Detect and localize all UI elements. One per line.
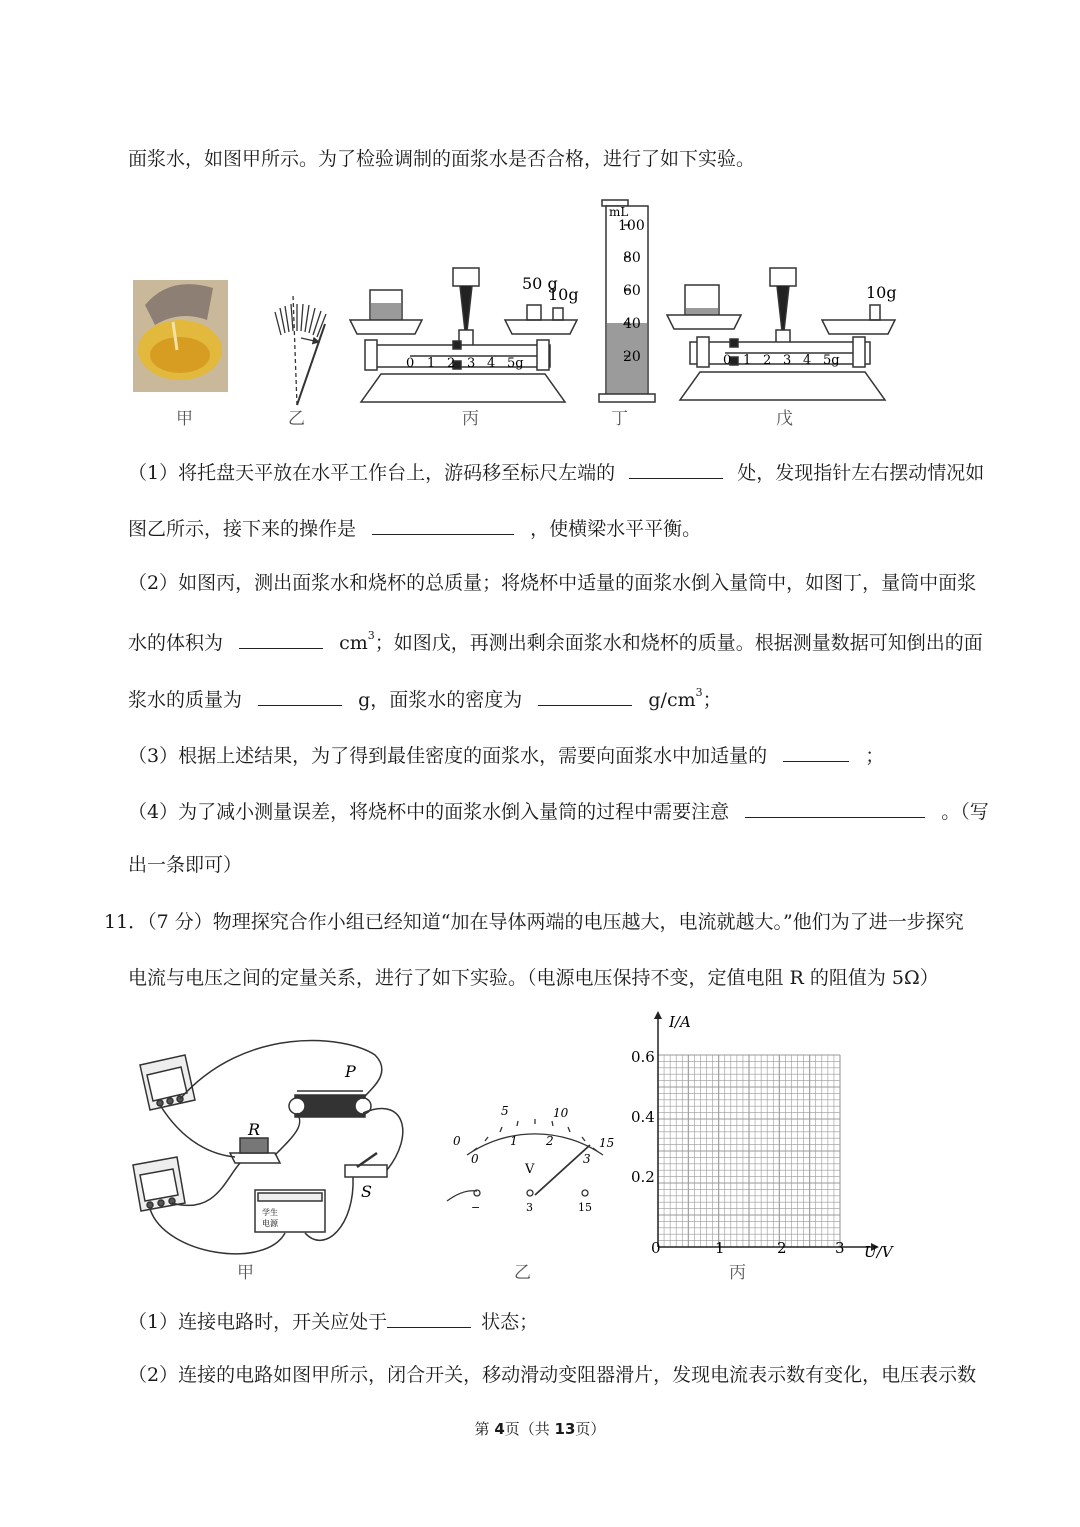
power-label-1: 学生 [262,1208,278,1217]
sup-3: 3 [695,686,703,699]
dial-tick-inner: 1 [510,1134,518,1148]
footer-pre: 第 [474,1420,495,1438]
rider-tick: 1 [743,353,752,368]
q10-p3-text-b: ； [865,745,885,767]
q10-part1-line1 [128,458,984,485]
photo-batter [133,280,228,392]
rider-tick: 3 [783,353,792,368]
label-jia: 甲 [237,1263,254,1283]
q10-p1-text-b: 处，发现指针左右摆动情况如 [737,462,985,484]
label-jia: 甲 [176,409,193,429]
label-yi: 乙 [288,409,305,429]
dial-tick-inner: 0 [471,1152,479,1166]
q11-p1-text-b: 状态； [481,1311,539,1333]
dial-tick-inner: 2 [546,1134,554,1148]
label-bing: 丙 [462,409,479,429]
q11-part1 [128,1307,538,1334]
graph-xlabel: U/V [864,1243,893,1261]
rider-tick: 4 [487,356,496,371]
blank-next-operation[interactable] [372,514,514,535]
terminal-label: 3 [526,1201,533,1214]
q10-p1-text-c: 图乙所示，接下来的操作是 [128,518,357,540]
weight-50g-label: 50 g [522,274,558,293]
graph-xtick: 1 [715,1239,725,1257]
q10-part2-line1: （2）如图丙，测出面浆水和烧杯的总质量；将烧杯中适量的面浆水倒入量筒中，如图丁，量筒中面浆 [128,572,977,594]
iu-graph [654,1011,879,1251]
q10-part4-line2: 出一条即可） [128,854,243,876]
intro-text: 面浆水，如图甲所示。为了检验调制的面浆水是否合格，进行了如下实验。 [128,148,756,170]
blank-rider-position[interactable] [629,458,723,479]
cylinder-tick: 60 [623,283,641,299]
dial-tick-inner: 3 [583,1152,591,1166]
q10-p2-unit-cm: cm [339,632,368,654]
blank-switch-state[interactable] [387,1307,471,1328]
blank-volume[interactable] [239,628,323,649]
blank-density[interactable] [538,685,632,706]
rider-tick: 1 [427,356,436,371]
switch-label: S [361,1182,372,1201]
q10-p1-text-d: ，使横梁水平平衡。 [530,518,702,540]
label-wu: 戊 [776,409,793,429]
cylinder-tick: 20 [623,349,641,365]
graph-xtick: 2 [777,1239,787,1257]
q11-stem-line2: 电流与电压之间的定量关系，进行了如下实验。（电源电压保持不变，定值电阻 R 的阻值为 5Ω） [128,967,939,989]
graph-xtick: 0 [651,1239,661,1257]
figure-balance-experiment [125,190,905,435]
q10-p2-text-h: ； [702,689,722,711]
q10-p2-text-d: ；如图戊，再测出剩余面浆水和烧杯的质量。根据测量数据可知倒出的面 [374,632,983,654]
page-total: 13 [554,1420,576,1438]
q10-p2-text-b: 水的体积为 [128,632,224,654]
cylinder-unit: mL [609,205,629,219]
footer-post: 页） [575,1420,606,1438]
page-number: 4 [494,1420,505,1438]
slider-label: P [345,1062,356,1081]
graph-ytick: 0.4 [631,1108,655,1126]
blank-precaution[interactable] [745,797,925,818]
terminal-label: − [471,1201,481,1214]
dial-tick-outer: 5 [501,1104,509,1118]
dial-tick-outer: 0 [453,1134,461,1148]
q11-p1-text-a: （1）连接电路时，开关应处于 [128,1311,388,1333]
cylinder-tick: 100 [618,218,645,234]
terminal-label: 15 [578,1201,592,1214]
cylinder-tick: 80 [623,250,641,266]
resistor-label: R [248,1120,261,1139]
blank-add-substance[interactable] [783,741,849,762]
label-yi: 乙 [514,1263,531,1283]
q10-part4-line1 [128,797,989,824]
q10-p4-text-a: （4）为了减小测量误差，将烧杯中的面浆水倒入量筒的过程中需要注意 [128,801,730,823]
footer-mid: 页（共 [504,1420,555,1438]
rider-tick: 3 [467,356,476,371]
q10-p3-text-a: （3）根据上述结果，为了得到最佳密度的面浆水，需要向面浆水中加适量的 [128,745,768,767]
power-label-2: 电源 [262,1219,278,1228]
rider-tick: 0 [406,356,415,371]
q10-part2-line3 [128,685,722,712]
rider-tick: 0 [723,353,732,368]
balance-wu [667,268,895,400]
rider-tick: 4 [803,353,812,368]
q10-part3 [128,741,884,768]
label-bing: 丙 [729,1263,746,1283]
rider-tick: 2 [763,353,772,368]
q10-part1-line2 [128,514,701,541]
label-ding: 丁 [611,409,628,429]
q10-p4-text-b: 。（写 [941,801,989,823]
dial-tick-outer: 10 [553,1106,569,1120]
q11-stem-line1: 11．（7 分）物理探究合作小组已经知道“加在导体两端的电压越大，电流就越大。”他们为了进一步探究 [104,911,964,933]
q10-p2-text-f: g，面浆水的密度为 [358,689,523,711]
rider-tick: 5g [507,356,524,371]
q10-p1-text-a: （1）将托盘天平放在水平工作台上，游码移至标尺左端的 [128,462,616,484]
dial-unit: V [525,1162,535,1177]
graph-ytick: 0.6 [631,1048,655,1066]
q11-part2: （2）连接的电路如图甲所示，闭合开关，移动滑动变阻器滑片，发现电流表示数有变化，电压表示数 [128,1364,977,1386]
rider-tick: 2 [447,356,456,371]
sup-3: 3 [367,629,375,642]
weight-wu-label: 10g [866,283,897,302]
cylinder-tick: 40 [623,316,641,332]
q10-part2-line2 [128,628,983,655]
blank-mass[interactable] [258,685,342,706]
rider-tick: 5g [823,353,840,368]
q10-p2-unit-gcm: g/cm [648,689,696,711]
pointer-scale [275,295,326,405]
page-footer [0,1418,1080,1439]
figure-circuit-experiment [125,1005,915,1290]
graph-ytick: 0.2 [631,1168,655,1186]
dial-tick-outer: 15 [599,1136,615,1150]
graph-xtick: 3 [835,1239,845,1257]
graph-ylabel: I/A [669,1013,691,1031]
weight-10g-label: 10g [548,285,579,304]
q10-p2-text-e: 浆水的质量为 [128,689,243,711]
